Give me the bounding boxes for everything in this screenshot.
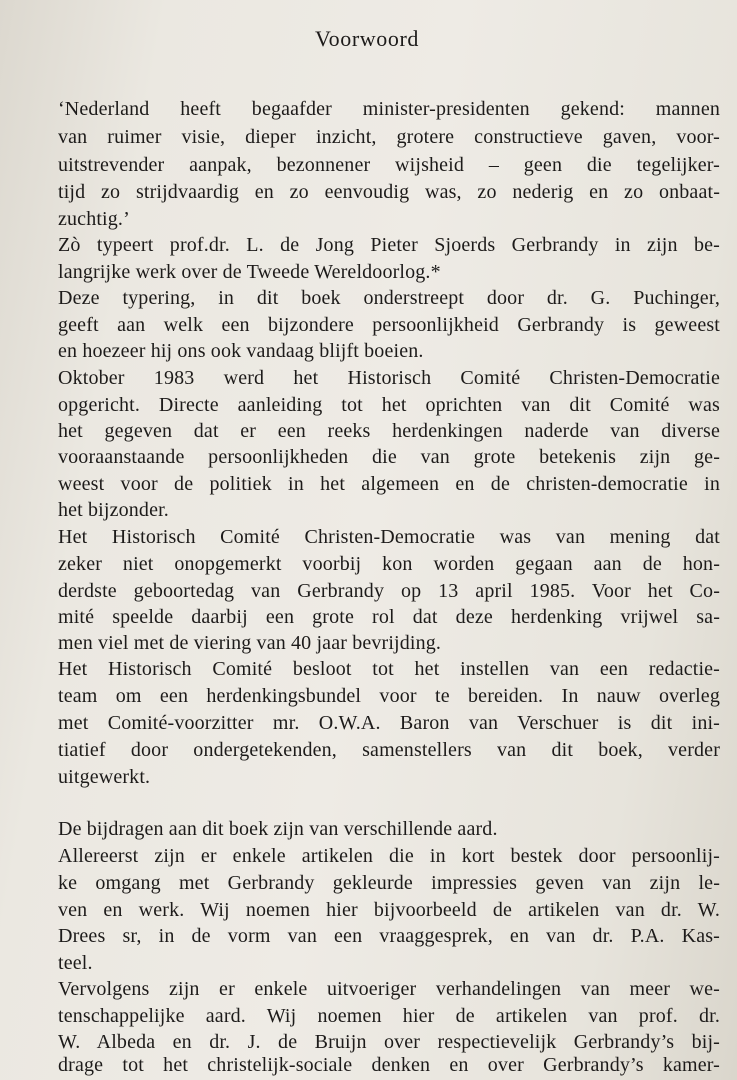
text-line: van ruimer visie, dieper inzicht, grotere constructieve gaven, voor- [58,126,720,148]
text-line: tijd zo strijdvaardig en zo eenvoudig was, zo nederig en zo onbaat- [58,181,720,203]
text-line: zeker niet onopgemerkt voorbij kon worden gegaan aan de hon- [58,553,720,575]
text-line: Het Historisch Comité besloot tot het instellen van een redactie- [58,658,720,680]
text-line: tenschappelijke aard. Wij noemen hier de artikelen van prof. dr. [58,1005,720,1027]
text-line: uitgewerkt. [58,766,151,788]
text-line: uitstrevender aanpak, bezonnener wijsheid – geen die tegelijker- [58,154,720,176]
text-line: met Comité-voorzitter mr. O.W.A. Baron van Verschuer is dit ini- [58,712,720,734]
text-line: het bijzonder. [58,499,169,521]
text-line: men viel met de viering van 40 jaar bevrijding. [58,632,442,654]
text-line: Allereerst zijn er enkele artikelen die in kort bestek door persoonlij- [58,845,720,867]
text-line: weest voor de politiek in het algemeen en de christen-democratie in [58,473,720,495]
text-line: Deze typering, in dit boek onderstreept door dr. G. Puchinger, [58,287,720,309]
text-line: mité speelde daarbij een grote rol dat deze herdenking vrijwel sa- [58,606,720,628]
text-line: Zò typeert prof.dr. L. de Jong Pieter Sjoerds Gerbrandy in zijn be- [58,234,720,256]
text-line: opgericht. Directe aanleiding tot het oprichten van dit Comité was [58,394,720,416]
text-line: teel. [58,952,93,974]
text-line: en hoezeer hij ons ook vandaag blijft boeien. [58,340,424,362]
text-line: team om een herdenkingsbundel voor te bereiden. In nauw overleg [58,685,720,707]
text-line: Het Historisch Comité Christen-Democratie was van mening dat [58,526,720,548]
text-line: ‘Nederland heeft begaafder minister-presidenten gekend: mannen [58,98,720,120]
text-line: het gegeven dat er een reeks herdenkingen naderde van diverse [58,420,720,442]
text-line: Drees sr, in de vorm van een vraaggesprek, en van dr. P.A. Kas- [58,925,720,947]
text-line: W. Albeda en dr. J. de Bruijn over respectievelijk Gerbrandy’s bij- [58,1031,720,1053]
text-line: tiatief door ondergetekenden, samenstellers van dit boek, verder [58,739,720,761]
text-line: ven en werk. Wij noemen hier bijvoorbeeld de artikelen van dr. W. [58,899,720,921]
text-line: Oktober 1983 werd het Historisch Comité Christen-Democratie [58,367,720,389]
page-heading: Voorwoord [315,26,419,51]
text-line: vooraanstaande persoonlijkheden die van grote betekenis zijn ge- [58,446,720,468]
text-line: Vervolgens zijn er enkele uitvoeriger verhandelingen van meer we- [58,978,720,1000]
text-line: derdste geboortedag van Gerbrandy op 13 april 1985. Voor het Co- [58,580,720,602]
text-line: zuchtig.’ [58,208,130,230]
text-line: langrijke werk over de Tweede Wereldoorlog.* [58,261,441,283]
text-line: geeft aan welk een bijzondere persoonlijkheid Gerbrandy is geweest [58,314,720,336]
text-line: De bijdragen aan dit boek zijn van verschillende aard. [58,818,498,840]
text-line: ke omgang met Gerbrandy gekleurde impressies geven van zijn le- [58,872,720,894]
text-line: drage tot het christelijk-sociale denken en over Gerbrandy’s kamer- [58,1054,720,1076]
